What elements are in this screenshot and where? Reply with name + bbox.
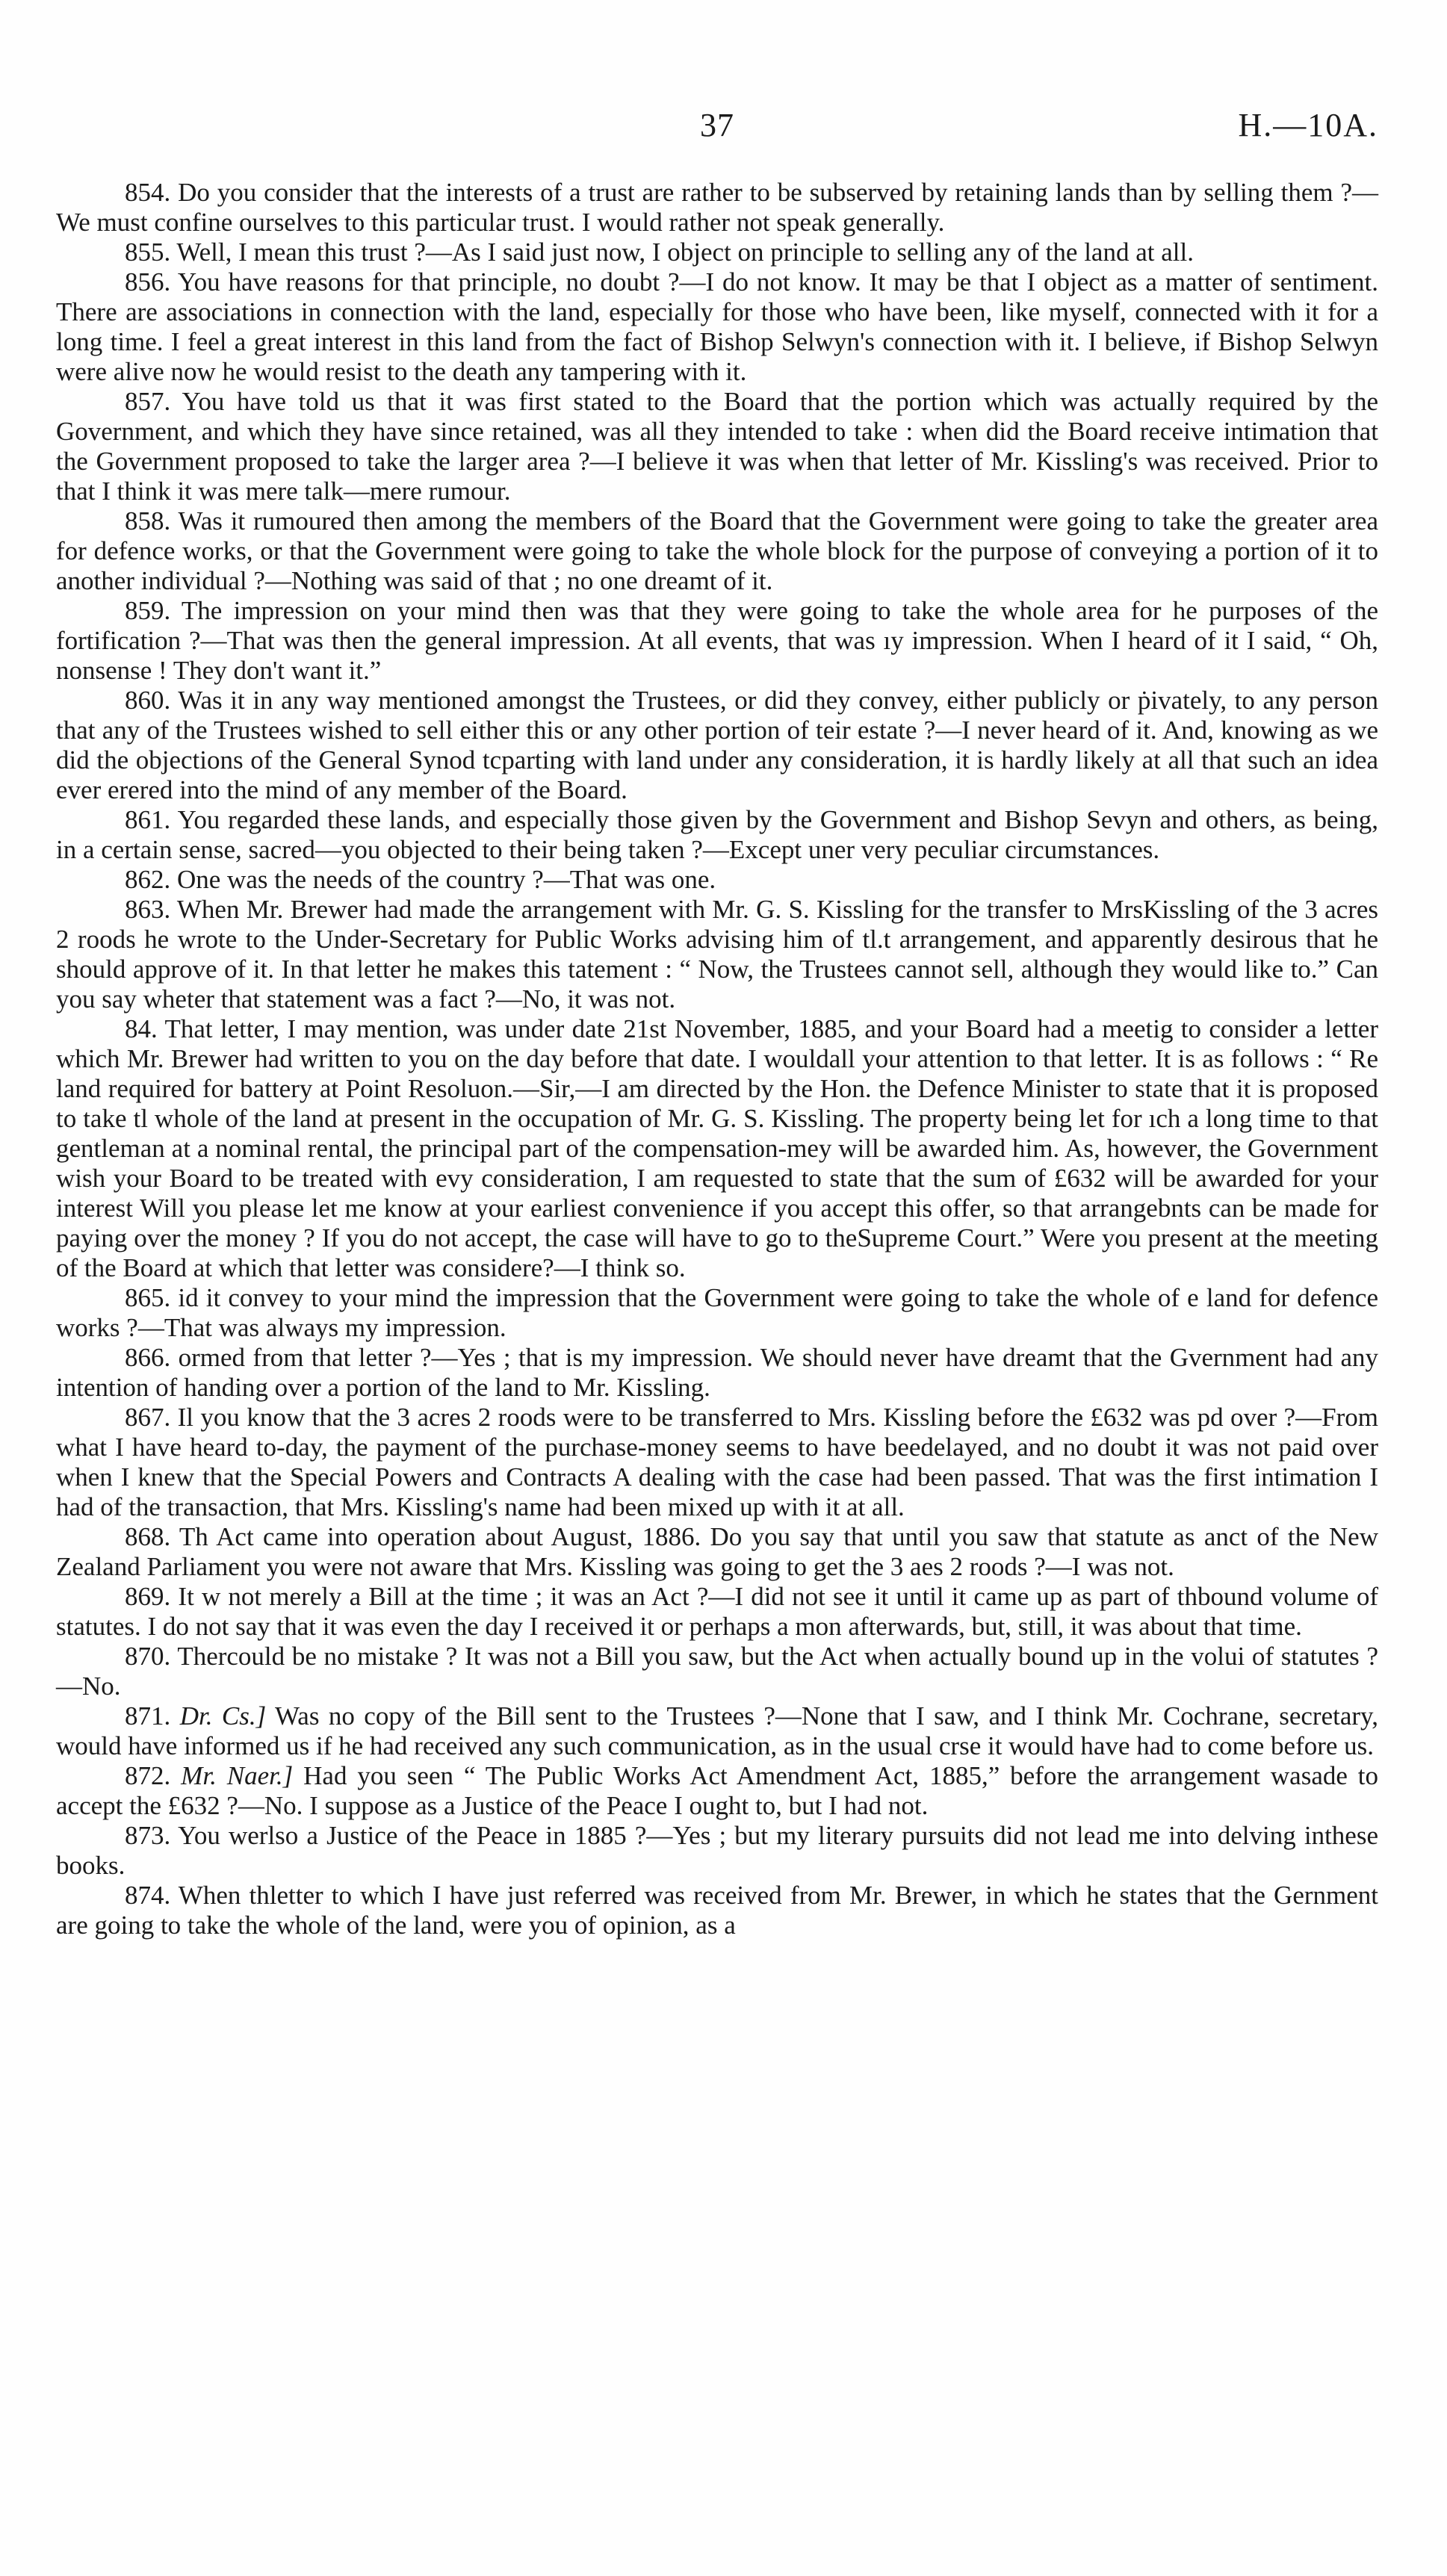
paragraph-text: It w not merely a Bill at the time ; it was an Act ?—I did not see it until it came up as part of thbound volume of statutes. I do not say that it was even the day I received it or perhaps a mon afterwards, but, still, it was about that time. (56, 1582, 1378, 1641)
testimony-paragraph (56, 805, 1378, 865)
paragraph-text: Il you know that the 3 acres 2 roods were to be transferred to Mrs. Kissling before the £632 was pd over ?—From what I have heard to-day, the payment of the purchase-money seems to have beedelayed, and no doubt it was not paid over when I knew that the Special Powers and Contracts A dealing with the case had been passed. That was the first intimation I had of the transaction, that Mrs. Kissling's name had been mixed up with it at all. (56, 1403, 1378, 1521)
testimony-paragraph (56, 1522, 1378, 1582)
question-number: 874. (125, 1881, 171, 1910)
question-number: 856. (125, 267, 171, 297)
question-number: 854. (125, 178, 171, 207)
testimony-paragraph (56, 1821, 1378, 1881)
page-header (56, 106, 1378, 151)
question-number: 873. (125, 1821, 171, 1850)
paragraph-text: Had you seen “ The Public Works Act Amendment Act, 1885,” before the arrangement wasade to accept the £632 ?—No. I suppose as a Justice of the Peace I ought to, but I had not. (56, 1761, 1379, 1820)
testimony-paragraph (56, 865, 1378, 895)
question-number: 869. (125, 1582, 171, 1611)
paragraph-text: One was the needs of the country ?—That was one. (177, 865, 716, 894)
testimony-paragraph (56, 267, 1378, 387)
question-number: 872. (125, 1761, 171, 1790)
paragraph-text: You have told us that it was first stated to the Board that the portion which was actually required by the Government, and which they have since retained, was all they intended to take : when did the Board receive intimation that the Government proposed to take the larger area ?—I believe it was when that letter of Mr. Kissling's was received. Prior to that I think it was mere talk—mere rumour. (56, 387, 1379, 506)
question-number: 860. (125, 686, 171, 715)
testimony-paragraph (56, 1014, 1378, 1283)
question-number: 859. (125, 596, 171, 625)
question-number: 862. (125, 865, 171, 894)
question-number: 866. (125, 1343, 171, 1372)
question-number: 858. (125, 506, 171, 536)
question-number: 867. (125, 1403, 171, 1432)
question-number: 865. (125, 1283, 171, 1312)
testimony-paragraph (56, 1283, 1378, 1343)
question-number: 857. (125, 387, 171, 416)
question-number: 868. (125, 1522, 171, 1551)
testimony-paragraph (56, 1343, 1378, 1403)
question-number: 870. (125, 1642, 171, 1671)
question-number: 855. (125, 238, 171, 267)
paragraph-text: Thercould be no mistake ? It was not a Bill you saw, but the Act when actually bound up in the volui of statutes ?—No. (56, 1642, 1378, 1701)
speaker-label: Mr. Naer.] (181, 1761, 294, 1790)
question-number: 871. (125, 1701, 171, 1731)
paragraph-text: Was it rumoured then among the members of the Board that the Government were going to take the greater area for defence works, or that the Government were going to take the whole block for the purpose of conveying a portion of it to another individual ?—Nothing was said of that ; no one dreamt of it. (56, 506, 1378, 595)
paragraph-text: id it convey to your mind the impression that the Government were going to take the whole of e land for defence works ?—That was always my impression. (56, 1283, 1378, 1342)
testimony-paragraph (56, 1403, 1378, 1522)
paragraph-text: The impression on your mind then was that they were going to take the whole area for he purposes of the fortification ?—That was then the general impression. At all events, that was ıy impression. When I heard of it I said, “ Oh, nonsense ! They don't want it.” (56, 596, 1378, 685)
paragraph-text: When Mr. Brewer had made the arrangement with Mr. G. S. Kissling for the transfer to MrsKissling of the 3 acres 2 roods he wrote to the Under-Secretary for Public Works advising him of tl.t arrangement, and apparently desirous that he should approve of it. In that letter he makes this tatement : “ Now, the Trustees cannot sell, although they would like to.” Can you say wheter that statement was a fact ?—No, it was not. (56, 895, 1379, 1014)
testimony-paragraph (56, 1761, 1378, 1821)
testimony-paragraph (56, 178, 1378, 238)
testimony-paragraph (56, 387, 1378, 506)
paragraph-text: You werlso a Justice of the Peace in 1885 ?—Yes ; but my literary pursuits did not lead me into delving inthese books. (56, 1821, 1378, 1880)
paragraph-text: Th Act came into operation about August, 1886. Do you say that until you saw that statute as anct of the New Zealand Parliament you were not aware that Mrs. Kissling was going to get the 3 aes 2 roods ?—I was not. (56, 1522, 1378, 1581)
paragraph-text: Do you consider that the interests of a trust are rather to be subserved by retaining lands than by selling them ?—We must confine ourselves to this particular trust. I would rather not speak generally. (56, 178, 1378, 237)
paragraph-text: You have reasons for that principle, no doubt ?—I do not know. It may be that I object as a matter of sentiment. There are associations in connection with the land, especially for those who have been, like myself, connected with it for a long time. I feel a great interest in this land from the fact of Bishop Selwyn's connection with it. I believe, if Bishop Selwyn were alive now he would resist to the death any tampering with it. (56, 267, 1378, 386)
testimony-paragraph (56, 1701, 1378, 1761)
question-number: 861. (125, 805, 171, 834)
testimony-paragraph (56, 596, 1378, 686)
speaker-label: Dr. Cs.] (179, 1701, 267, 1731)
document-reference: H.—10A. (1238, 107, 1378, 143)
testimony-paragraph (56, 1582, 1378, 1642)
paragraph-text: ormed from that letter ?—Yes ; that is my impression. We should never have dreamt that the Gvernment had any intention of handing over a portion of the land to Mr. Kissling. (56, 1343, 1378, 1402)
page-number: 37 (700, 107, 734, 143)
paragraph-text: Was it in any way mentioned amongst the Trustees, or did they convey, either publicly or ṗivately, to any person that any of the Trustees wished to sell either this or any other portion of teir estate ?—I never heard of it. And, knowing as we did the objections of the General Synod tcparting with land under any consideration, it is hardly likely at all that such an idea ever erered into the mind of any member of the Board. (56, 686, 1378, 804)
testimony-paragraph (56, 238, 1378, 267)
paragraph-text: That letter, I may mention, was under date 21st November, 1885, and your Board had a meetig to consider a letter which Mr. Brewer had written to you on the day before that date. I wouldall your attention to that letter. It is as follows : “ Re land required for battery at Point Resoluon.—Sir,—I am directed by the Hon. the Defence Minister to state that it is proposed to take tl whole of the land at present in the occupation of Mr. G. S. Kissling. The property being let for ıch a long time to that gentleman at a nominal rental, the principal part of the compensation-mey will be awarded him. As, however, the Government wish your Board to be treated with evy consideration, I am requested to state that the sum of £632 will be awarded for your interest Will you please let me know at your earliest convenience if you accept this offer, so that arrangebnts can be made for paying over the money ? If you do not accept, the case will have to go to theSupreme Court.” Were you present at the meeting of the Board at which that letter was considere?—I think so. (56, 1014, 1378, 1282)
question-number: 84. (125, 1014, 158, 1043)
paragraph-text: When thletter to which I have just referred was received from Mr. Brewer, in which he states that the Gernment are going to take the whole of the land, were you of opinion, as a (56, 1881, 1378, 1940)
testimony-paragraph (56, 686, 1378, 805)
testimony-paragraph (56, 1642, 1378, 1701)
paragraph-text: You regarded these lands, and especially those given by the Government and Bishop Sevyn and others, as being, in a certain sense, sacred—you objected to their being taken ?—Except uner very peculiar circumstances. (56, 805, 1379, 864)
document-body (56, 178, 1378, 1940)
question-number: 863. (125, 895, 171, 924)
testimony-paragraph (56, 506, 1378, 596)
testimony-paragraph (56, 1881, 1378, 1940)
paragraph-text: Was no copy of the Bill sent to the Trustees ?—None that I saw, and I think Mr. Cochrane, secretary, would have informed us if he had received any such communication, as in the usual crse it would have had to come before us. (56, 1701, 1379, 1760)
testimony-paragraph (56, 895, 1378, 1014)
paragraph-text: Well, I mean this trust ?—As I said just now, I object on principle to selling any of the land at all. (176, 238, 1194, 267)
